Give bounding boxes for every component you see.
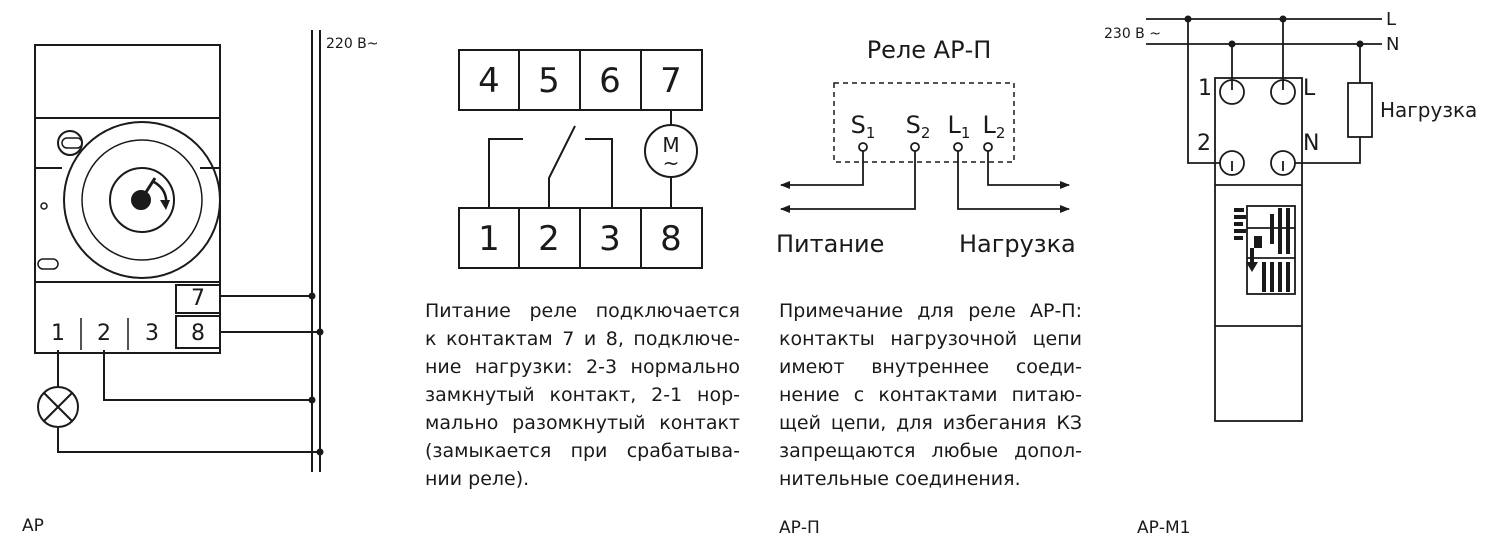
ap-description bbox=[425, 297, 740, 493]
ap-p-load-label: Нагрузка bbox=[959, 230, 1076, 258]
ap-wiring bbox=[38, 30, 320, 472]
motor-label: M bbox=[662, 133, 680, 157]
ap-p-note-line: щей цепи, для избегания КЗ bbox=[779, 412, 1082, 434]
ap-p-contact-s1: $S_1$ bbox=[850, 111, 876, 142]
relay-bottom-terminal-1: 1 bbox=[478, 219, 500, 259]
ap-description-line: мально разомкнутый контакт bbox=[425, 412, 740, 434]
ap-terminal-1: 1 bbox=[51, 321, 65, 346]
ap-led-icon bbox=[41, 203, 47, 209]
ap-p-note-line: Примечание для реле АР-П: bbox=[779, 300, 1082, 322]
relay-bottom-terminal-3: 3 bbox=[599, 219, 621, 259]
ap-m1-voltage-label: 230 В ~ bbox=[1104, 26, 1161, 42]
ap-terminal-7: 7 bbox=[191, 286, 205, 311]
ap-p-note-line: нительные соединения. bbox=[779, 468, 1021, 490]
ap-p-title: Реле АР-П bbox=[866, 36, 992, 64]
ap-description-line: нии реле). bbox=[425, 468, 530, 490]
ap-p-contact-l2: $L_2$ bbox=[982, 111, 1006, 142]
ap-m1-terminal-2: 2 bbox=[1197, 131, 1211, 156]
ap-p-note-line: контакты нагрузочной цепи bbox=[779, 328, 1082, 350]
ap-switch-icon bbox=[62, 138, 82, 148]
ap-p-power-label: Питание bbox=[776, 230, 885, 258]
ap-m1-load-resistor bbox=[1348, 83, 1372, 137]
caption-ap-p: АР-П bbox=[779, 518, 820, 538]
relay-top-terminal-5: 5 bbox=[538, 61, 560, 101]
ap-m1-line-L-label: L bbox=[1386, 9, 1397, 30]
ap-m1-load-label: Нагрузка bbox=[1380, 98, 1478, 122]
ap-m1-wiring bbox=[1146, 19, 1382, 421]
ap-p-note-line: нение с контактами питаю- bbox=[779, 384, 1082, 406]
ap-m1-terminal-N: N bbox=[1303, 131, 1320, 156]
caption-ap: АР bbox=[22, 516, 44, 536]
ap-description-line: к контактам 7 и 8, подключе- bbox=[425, 328, 740, 350]
ap-p-contact-s2: $S_2$ bbox=[905, 111, 931, 142]
ap-p-note-line: имеют внутреннее соеди- bbox=[779, 356, 1082, 378]
ap-voltage-label: 220 В~ bbox=[326, 36, 379, 52]
ap-m1-terminal-L: L bbox=[1303, 76, 1316, 101]
ap-description-line: замкнутый контакт, 2-1 нор- bbox=[425, 384, 740, 406]
ap-terminal-3: 3 bbox=[145, 321, 159, 346]
motor-ac-symbol: ~ bbox=[662, 151, 680, 175]
ap-m1-line-N-label: N bbox=[1386, 34, 1400, 55]
ap-description-line: ние нагрузки: 2-3 нормально bbox=[425, 356, 740, 378]
relay-bottom-terminal-2: 2 bbox=[538, 219, 560, 259]
ap-p-note bbox=[779, 297, 1082, 493]
ap-m1-terminal-1: 1 bbox=[1198, 76, 1212, 101]
relay-top-terminal-6: 6 bbox=[599, 61, 621, 101]
ap-p-contact-l1: $L_1$ bbox=[947, 111, 971, 142]
ap-m1-dial-markings bbox=[1234, 208, 1290, 292]
ap-p-note-line: запрещаются любые допол- bbox=[779, 440, 1082, 462]
ap-description-line: (замыкается при срабатыва- bbox=[425, 440, 740, 462]
relay-top-terminal-4: 4 bbox=[478, 61, 500, 101]
ap-terminal-2: 2 bbox=[97, 321, 111, 346]
caption-ap-m1: АР-М1 bbox=[1137, 518, 1191, 538]
relay-top-terminal-7: 7 bbox=[660, 61, 682, 101]
ap-p-wiring bbox=[781, 143, 1069, 209]
ap-terminal-8: 8 bbox=[191, 321, 205, 346]
ap-toggle-icon bbox=[38, 259, 58, 269]
ap-description-line: Питание реле подключается bbox=[425, 300, 740, 322]
relay-bottom-terminal-8: 8 bbox=[660, 219, 682, 259]
